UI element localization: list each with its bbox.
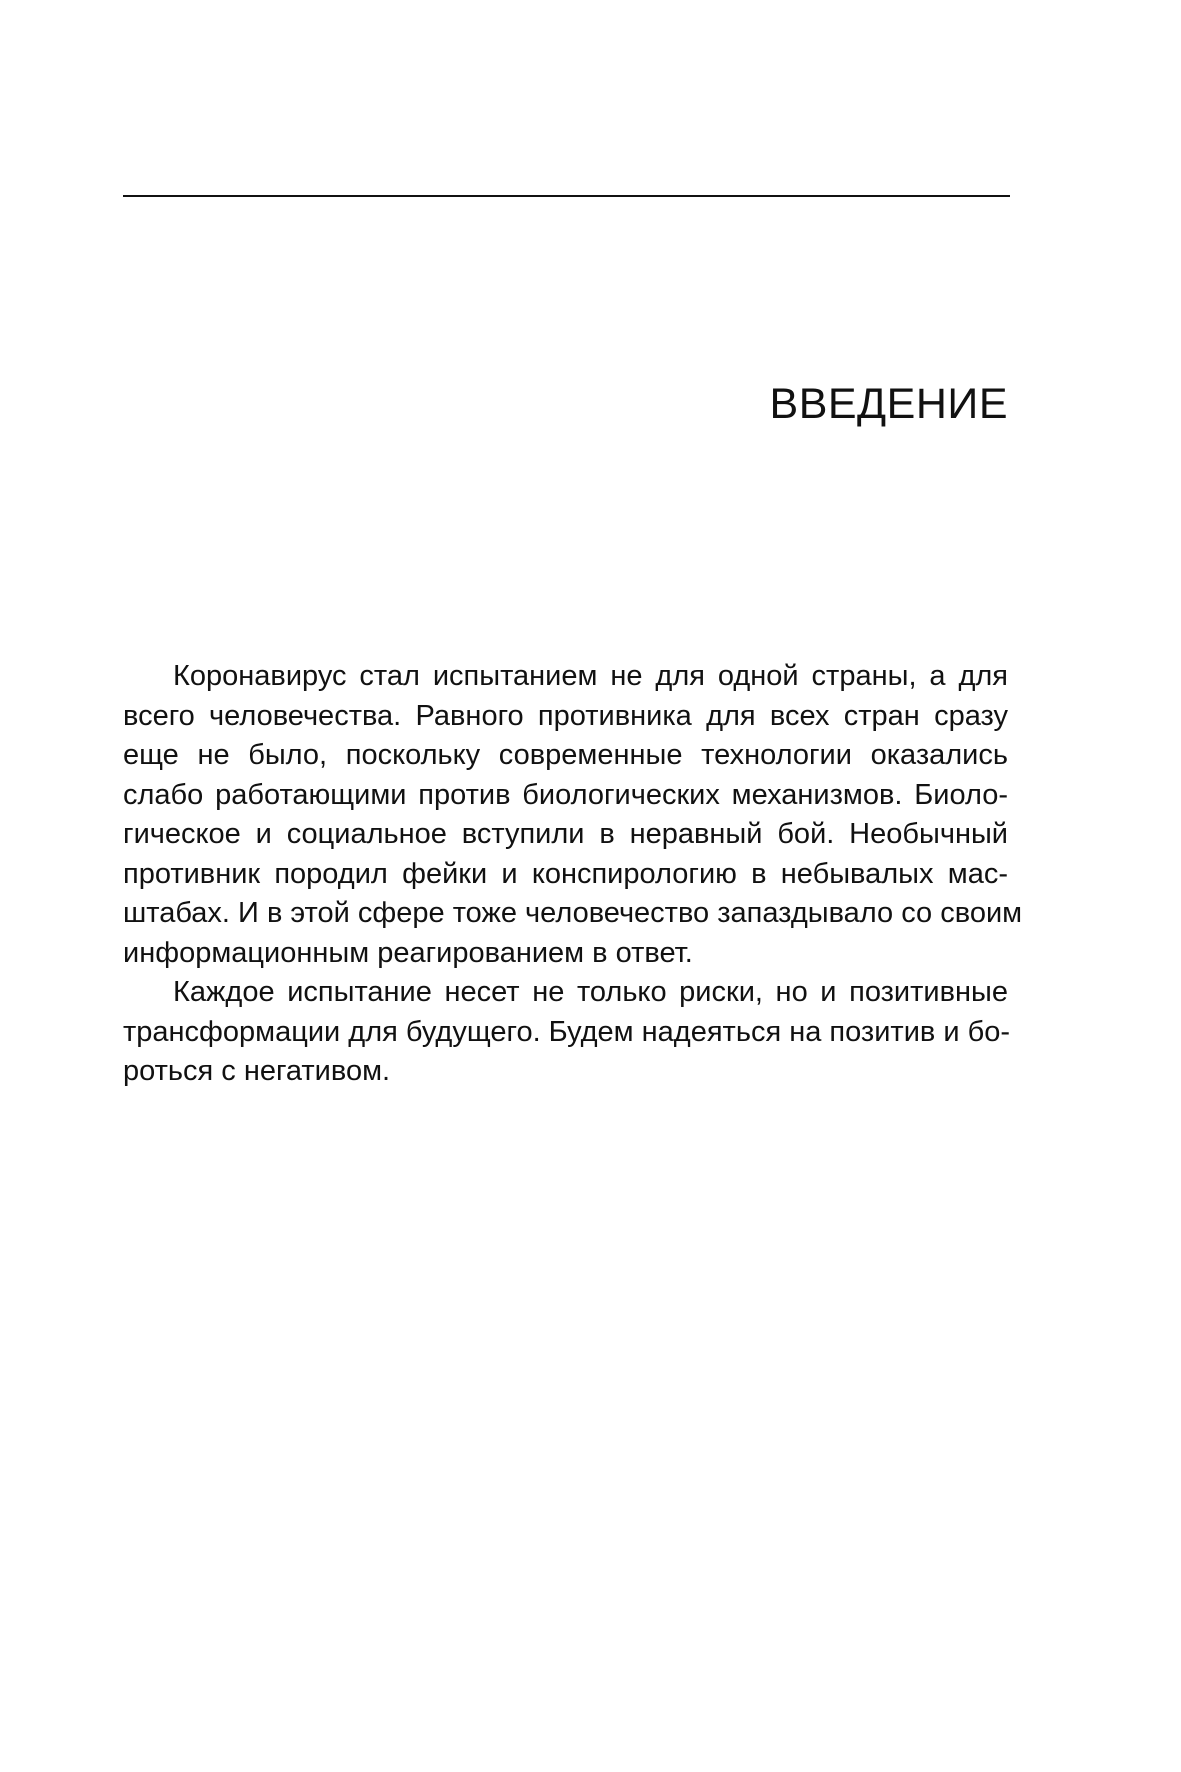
text-line: информационным реагированием в ответ. <box>123 936 693 969</box>
text-line: еще не было, поскольку современные технологии оказались <box>123 739 1008 771</box>
text-line: Коронавирус стал испытанием не для одной страны, а для <box>173 660 1008 692</box>
text-line: Каждое испытание несет не только риски, но и позитивные <box>173 976 1008 1008</box>
text-line: противник породил фейки и конспирологию в небывалых мас- <box>123 857 1008 890</box>
text-line: всего человечества. Равного противника для всех стран сразу <box>123 699 1008 732</box>
text-line: роться с негативом. <box>123 1055 391 1087</box>
chapter-title: ВВЕДЕНИЕ <box>769 380 1008 428</box>
text-line: трансформации для будущего. Будем надеяться на позитив и бо- <box>123 1015 1011 1048</box>
text-line: слабо работающими против биологических механизмов. Биоло- <box>123 778 1008 811</box>
paragraph-2 <box>123 973 1011 1092</box>
body-text <box>123 657 1023 1092</box>
header-rule <box>123 195 1010 197</box>
text-line: гическое и социальное вступили в неравный бой. Необычный <box>123 818 1008 850</box>
paragraph-1 <box>123 657 1023 973</box>
text-line: штабах. И в этой сфере тоже человечество запаздывало со своим <box>123 897 1023 929</box>
